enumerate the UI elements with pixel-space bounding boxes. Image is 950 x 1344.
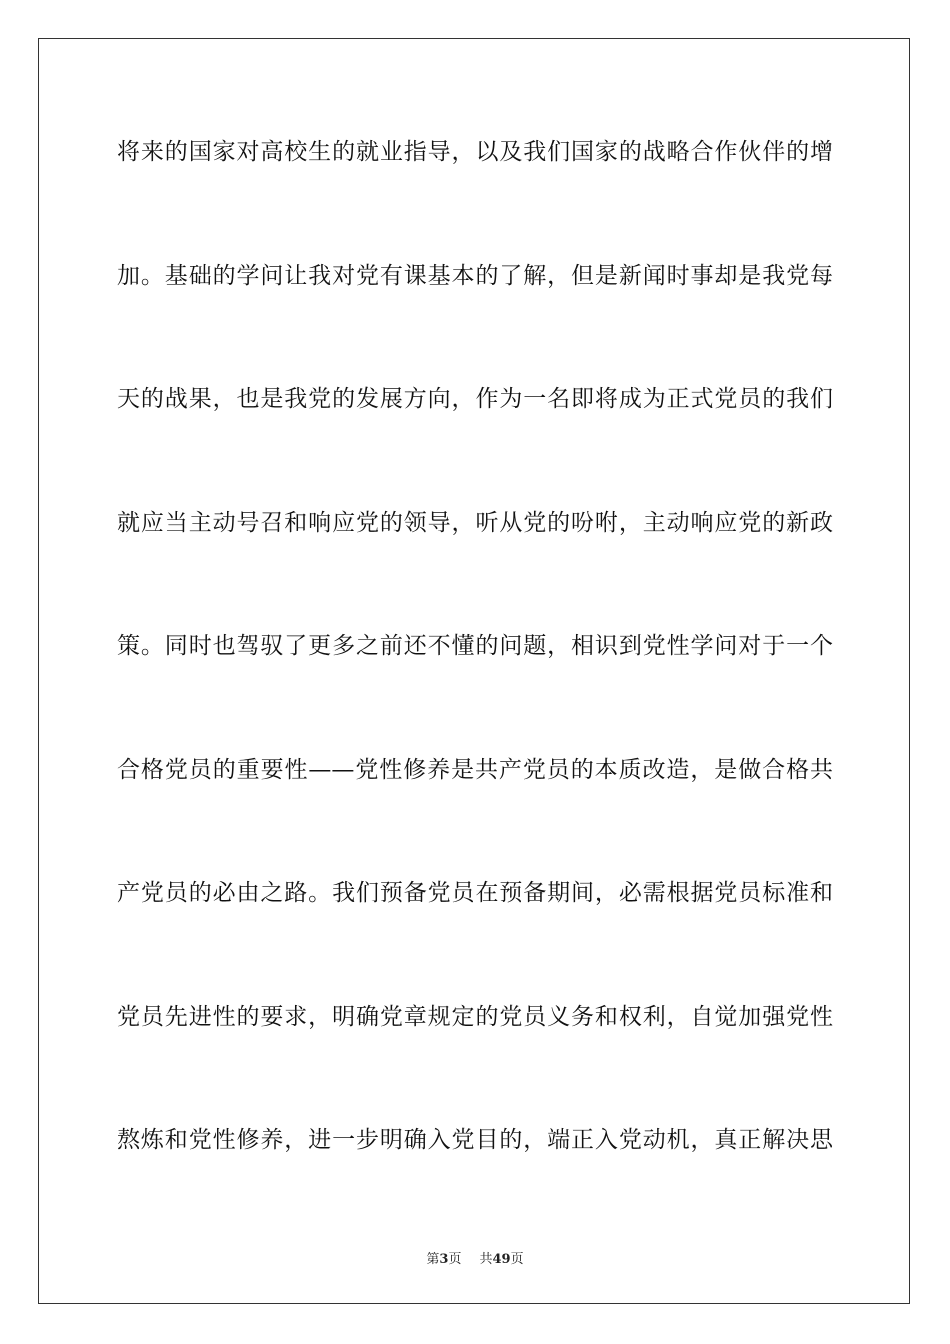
- text-line: 加。基础的学问让我对党有课基本的了解，但是新闻时事却是我党每: [117, 262, 833, 289]
- text-line: 合格党员的重要性——党性修养是共产党员的本质改造，是做合格共: [117, 756, 833, 783]
- text-line: 将来的国家对高校生的就业指导，以及我们国家的战略合作伙伴的增: [117, 139, 833, 165]
- text-line: 熬炼和党性修养，进一步明确入党目的，端正入党动机，真正解决思: [117, 1127, 833, 1153]
- page-suffix: 页: [448, 1252, 462, 1267]
- total-pages: 49: [492, 1252, 511, 1267]
- text-line: 就应当主动号召和响应党的领导，听从党的吩咐，主动响应党的新政: [117, 509, 833, 536]
- document-body: [117, 124, 833, 1236]
- total-suffix: 页: [510, 1252, 524, 1267]
- page-prefix: 第: [426, 1252, 440, 1267]
- text-line: 产党员的必由之路。我们预备党员在预备期间，必需根据党员标准和: [117, 880, 833, 906]
- text-line: 策。同时也驾驭了更多之前还不懂的问题，相识到党性学问对于一个: [117, 633, 833, 659]
- page-footer: [0, 1248, 950, 1267]
- page-number: 3: [439, 1252, 449, 1267]
- text-line: 党员先进性的要求，明确党章规定的党员义务和权利，自觉加强党性: [117, 1003, 833, 1030]
- total-prefix: 共: [479, 1252, 493, 1267]
- text-line: 天的战果，也是我党的发展方向，作为一名即将成为正式党员的我们: [117, 386, 833, 412]
